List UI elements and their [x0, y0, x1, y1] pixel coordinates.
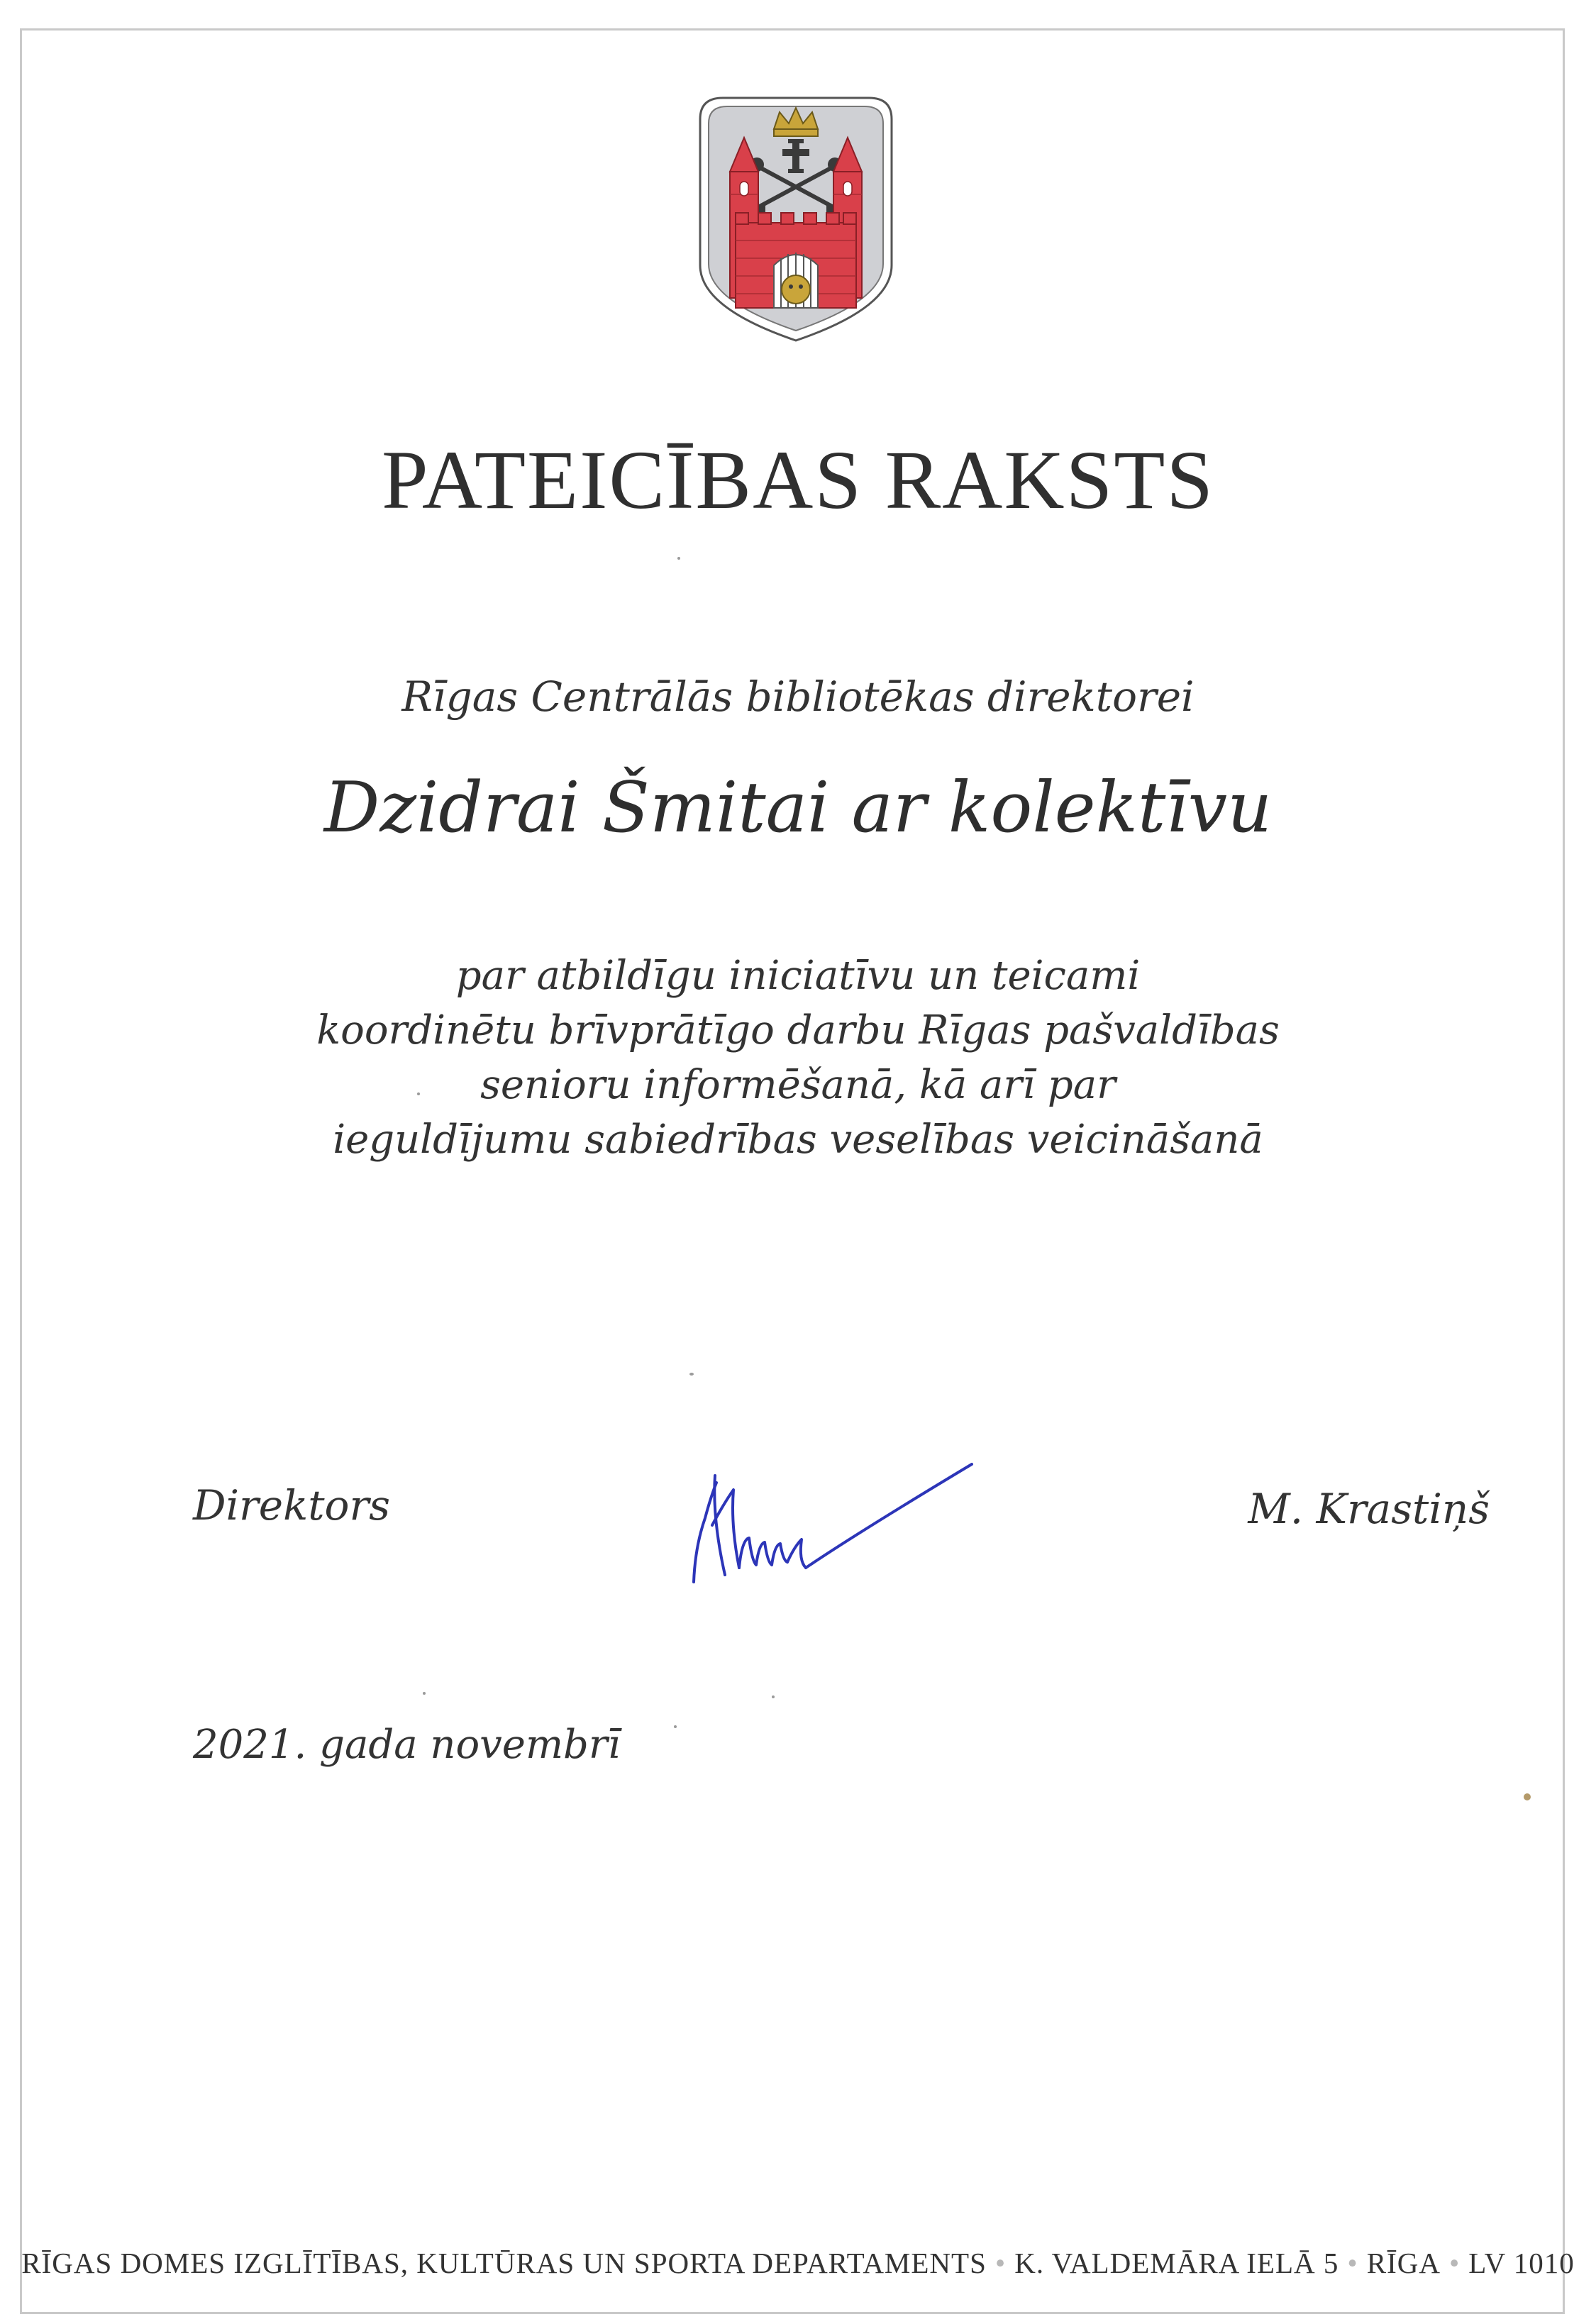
signatory-role: Direktors: [193, 1481, 390, 1529]
reason-line: par atbildīgu iniciatīvu un teicami: [455, 953, 1141, 999]
reason-line: senioru informēšanā, kā arī par: [480, 1062, 1116, 1108]
scan-speck: [689, 1373, 694, 1376]
footer-department: RĪGAS DOMES IZGLĪTĪBAS, KULTŪRAS UN SPORTA DEPARTAMENTS: [21, 2247, 987, 2279]
recipient-role: Rīgas Centrālās bibliotēkas direktorei: [401, 673, 1195, 721]
footer-street: K. VALDEMĀRA IELĀ 5: [1014, 2247, 1339, 2279]
footer-separator: •: [1347, 2247, 1358, 2279]
scan-speck: [772, 1695, 775, 1698]
riga-coat-of-arms-icon: [694, 88, 897, 346]
footer-address: [0, 2249, 1596, 2278]
scan-speck: [1524, 1793, 1531, 1800]
document-title: PATEICĪBAS RAKSTS: [382, 433, 1214, 526]
document-border: [20, 28, 1565, 2314]
scan-speck: [417, 1092, 420, 1095]
signatory-name: M. Krastiņš: [1248, 1485, 1490, 1533]
scan-speck: [423, 1692, 426, 1695]
footer-city: RĪGA: [1366, 2247, 1441, 2279]
reason-line: ieguldījumu sabiedrības veselības veicināšanā: [333, 1117, 1263, 1163]
recipient-name: Dzidrai Šmitai ar kolektīvu: [323, 768, 1273, 848]
reason-text: [0, 948, 1596, 1167]
footer-postcode: LV 1010: [1468, 2247, 1575, 2279]
scan-speck: [677, 557, 680, 560]
footer-separator: •: [994, 2247, 1007, 2279]
reason-line: koordinētu brīvprātīgo darbu Rīgas pašvaldības: [316, 1007, 1280, 1053]
issue-date: 2021. gada novembrī: [193, 1722, 621, 1768]
footer-separator: •: [1448, 2247, 1461, 2279]
signature-icon: [674, 1440, 979, 1596]
scan-speck: [674, 1725, 677, 1728]
